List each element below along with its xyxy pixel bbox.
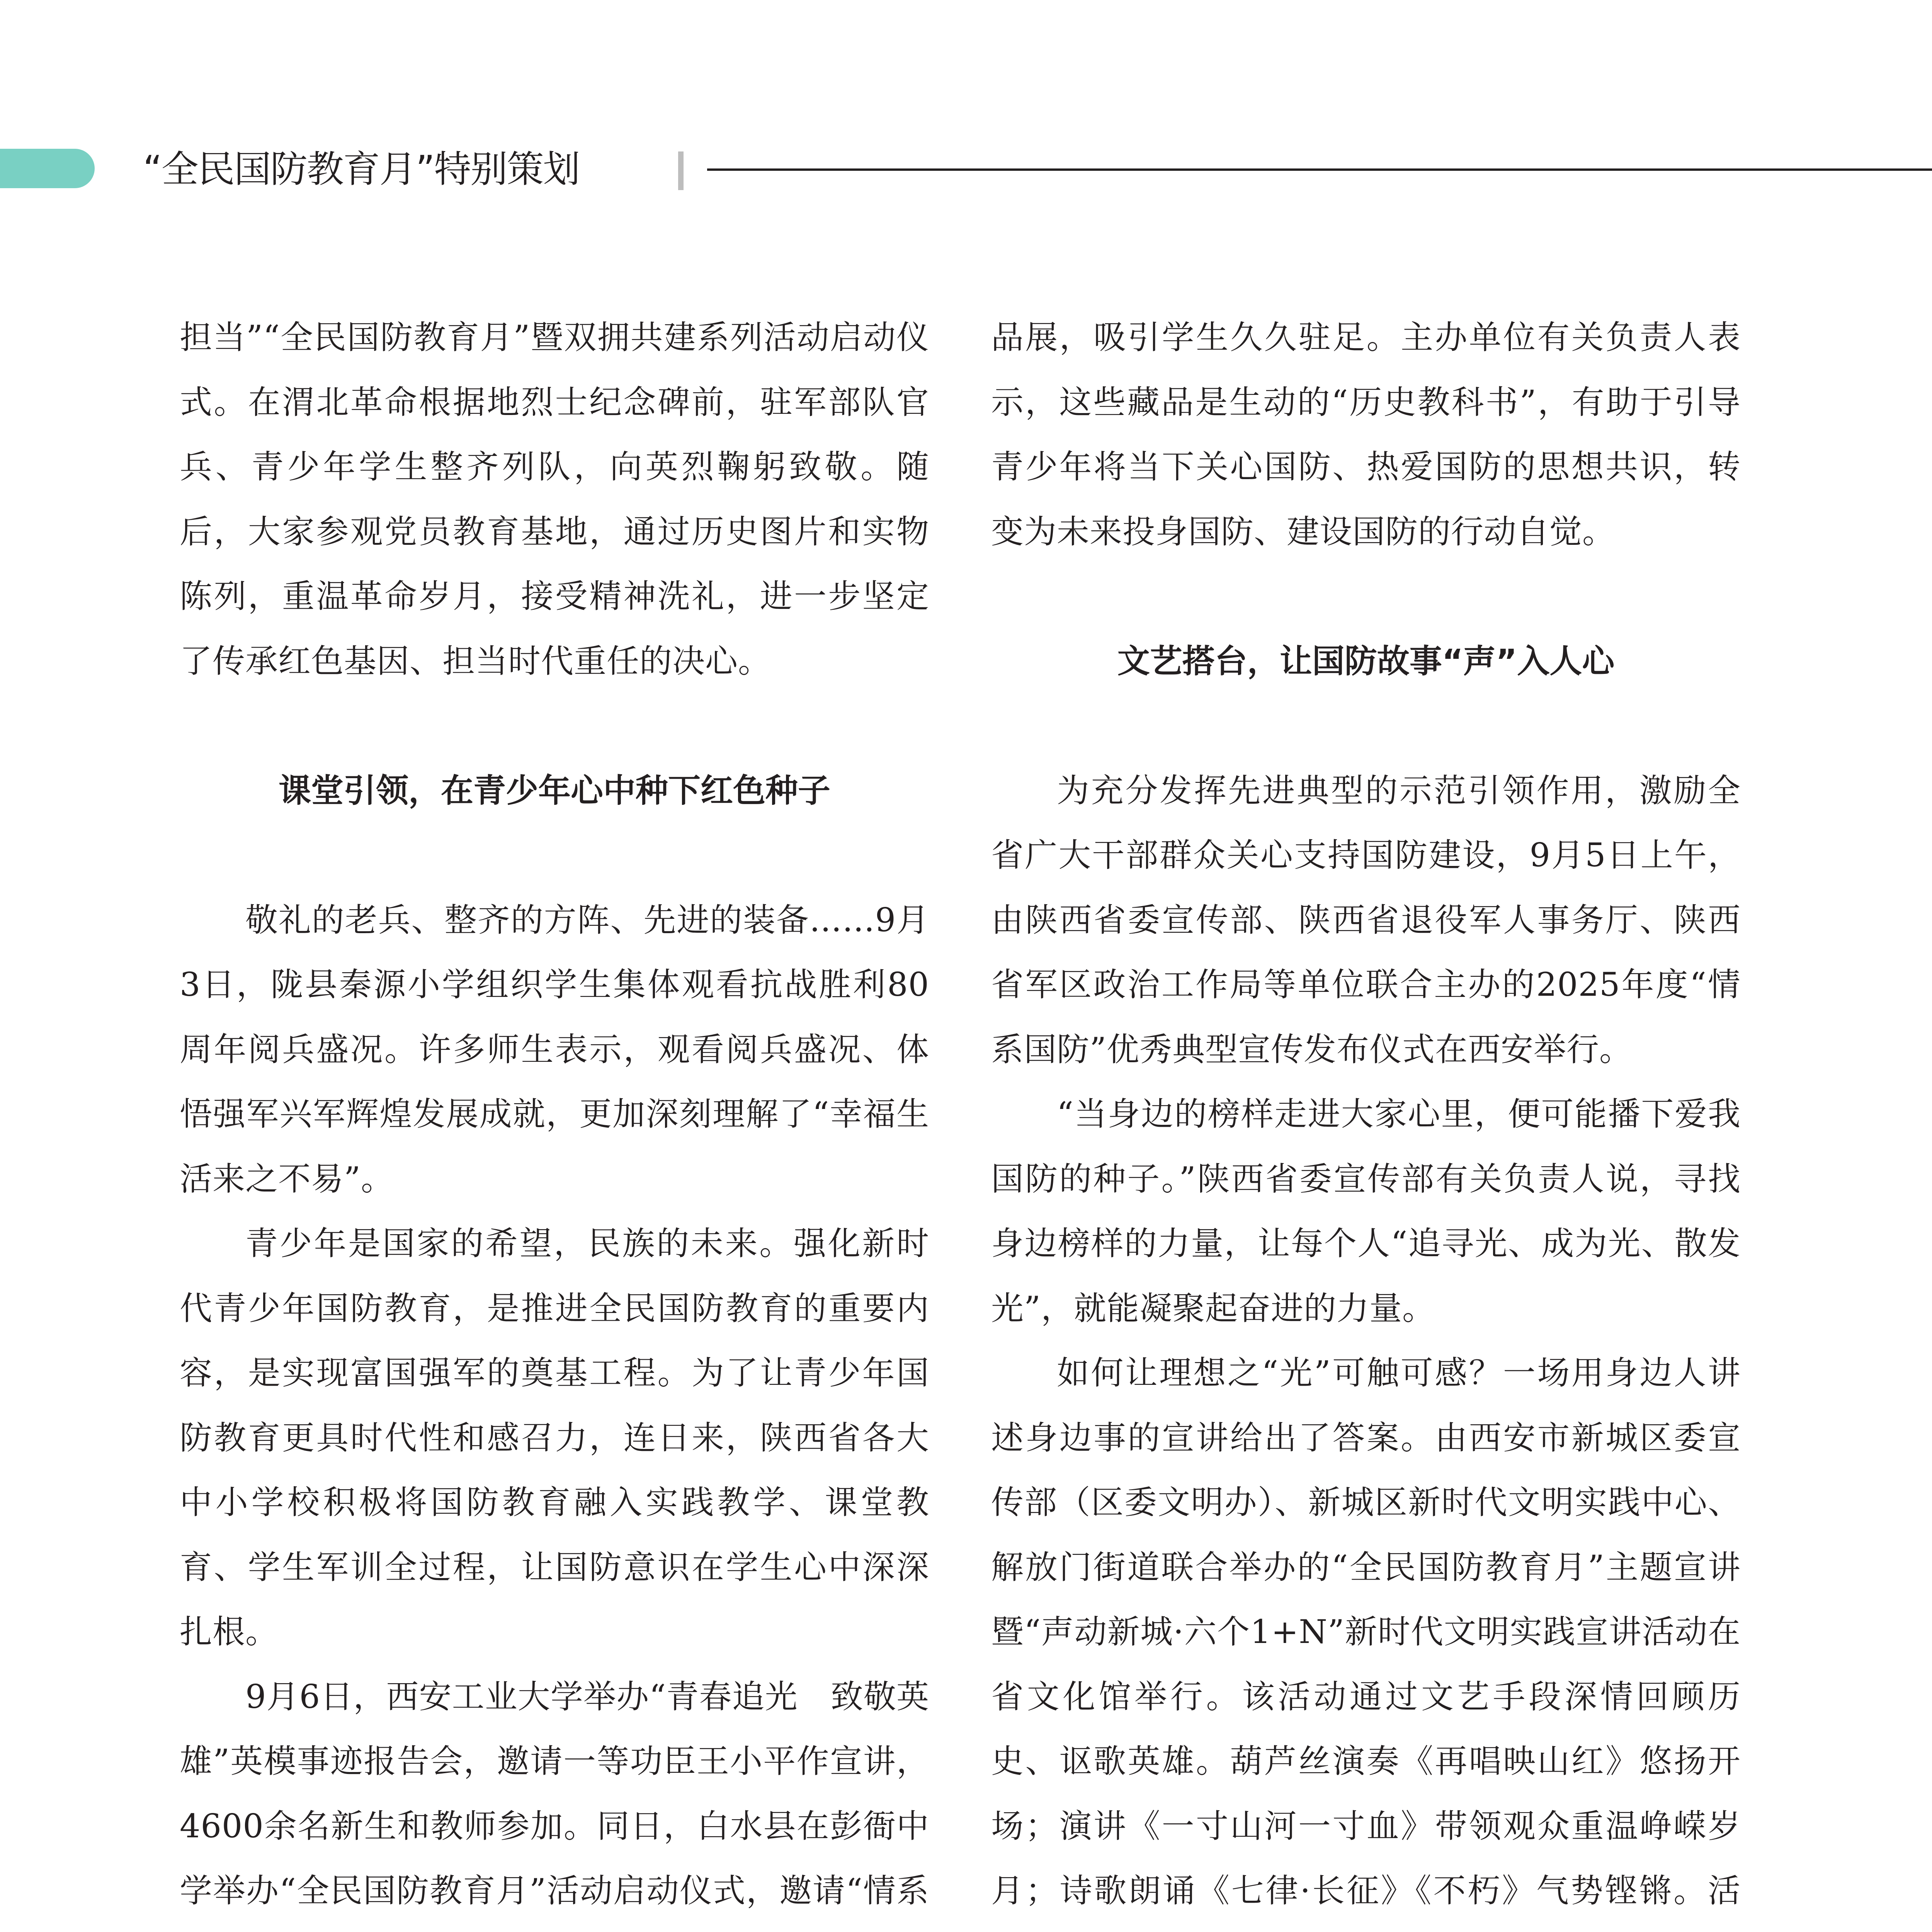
left-column [180, 305, 929, 1932]
article-paragraph: 青少年是国家的希望，民族的未来。强化新时代青少年国防教育，是推进全民国防教育的重要内容，是实现富国强军的奠基工程。为了让青少年国防教育更具时代性和感召力，连日来，陕西省各大中小学校积极将国防教育融入实践教学、课堂教育、学生军训全过程，让国防意识在学生心中深深扎根。 [180, 1225, 929, 1651]
article-paragraph: “当身边的榜样走进大家心里，便可能播下爱我国防的种子。”陕西省委宣传部有关负责人说，寻找身边榜样的力量，让每个人“追寻光、成为光、散发光”，就能凝聚起奋进的力量。 [991, 1095, 1741, 1327]
article-paragraph: 如何让理想之“光”可触可感？一场用身边人讲述身边事的宣讲给出了答案。由西安市新城区委宣传部（区委文明办）、新城区新时代文明实践中心、解放门街道联合举办的“全民国防教育月”主题宣讲暨“声动新城·六个1+N”新时代文明实践宣讲活动在省文化馆举行。该活动通过文艺手段深情回顾历史、讴歌英雄。葫芦丝演奏《再唱映山红》悠扬开场；演讲《一寸山河一寸血》带领观众重温峥嵘岁月；诗歌朗诵《七律·长征》《不朽》气势铿锵。活 [991, 1354, 1741, 1910]
header-divider-bar [678, 151, 684, 190]
article-paragraph: 品展，吸引学生久久驻足。主办单位有关负责人表示，这些藏品是生动的“历史教科书”，有助于引导青少年将当下关心国防、热爱国防的思想共识，转变为未来投身国防、建设国防的行动自觉。 [991, 318, 1741, 551]
right-column [991, 305, 1741, 1932]
section-heading: 课堂引领，在青少年心中种下红色种子 [278, 771, 830, 810]
section-heading: 文艺搭台，让国防故事“声”入人心 [1117, 642, 1615, 680]
article-paragraph: 敬礼的老兵、整齐的方阵、先进的装备……9月3日，陇县秦源小学组织学生集体观看抗战胜利80周年阅兵盛况。许多师生表示，观看阅兵盛况、体悟强军兴军辉煌发展成就，更加深刻理解了“幸福生活来之不易”。 [180, 901, 929, 1198]
section-tab-band [0, 149, 95, 188]
article-paragraph: 为充分发挥先进典型的示范引领作用，激励全省广大干部群众关心支持国防建设，9月5日上午，由陕西省委宣传部、陕西省退役军人事务厅、陕西省军区政治工作局等单位联合主办的2025年度“情系国防”优秀典型宣传发布仪式在西安举行。 [991, 771, 1741, 1068]
section-title: “全民国防教育月”特别策划 [143, 148, 580, 191]
header-rule-line [707, 168, 1932, 171]
article-paragraph: 9月6日，西安工业大学举办“青春追光 致敬英雄”英模事迹报告会，邀请一等功臣王小平作宣讲，4600余名新生和教师参加。同日，白水县在彭衙中学举办“全民国防教育月”活动启动仪式，邀请“情系 [180, 1677, 929, 1910]
article-paragraph: 担当”“全民国防教育月”暨双拥共建系列活动启动仪式。在渭北革命根据地烈士纪念碑前，驻军部队官兵、青少年学生整齐列队，向英烈鞠躬致敬。随后，大家参观党员教育基地，通过历史图片和实物陈列，重温革命岁月，接受精神洗礼，进一步坚定了传承红色基因、担当时代重任的决心。 [180, 318, 929, 680]
